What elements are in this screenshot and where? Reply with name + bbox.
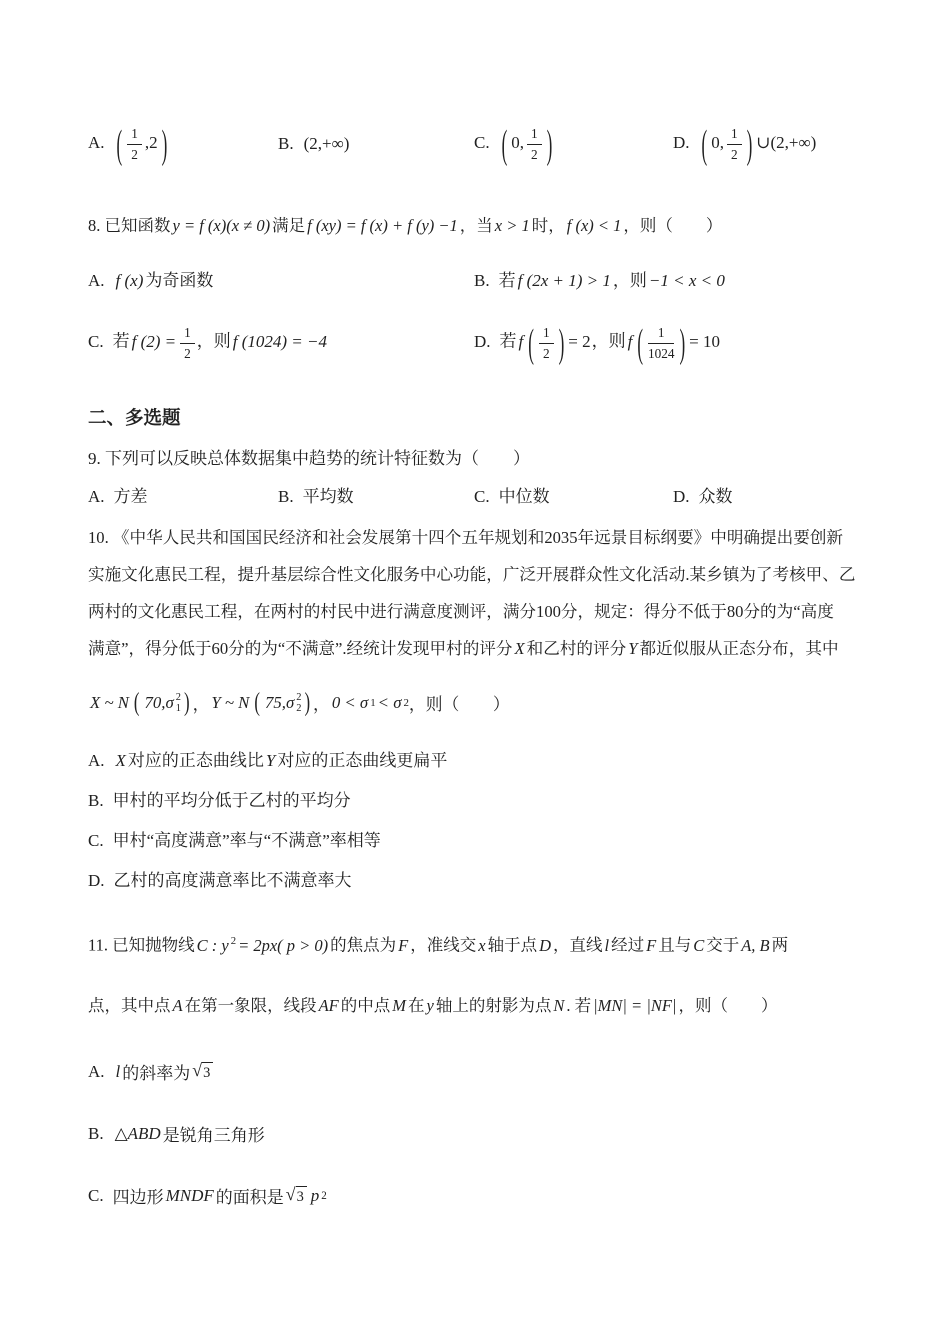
subscript: 2 — [403, 697, 409, 709]
big-paren-close: ) — [546, 121, 553, 167]
stem-line: 两村的文化惠民工程，在两村的村民中进行满意度测评，满分100分，规定：得分不低于80分的为“高度 — [88, 602, 834, 621]
subscript: 1 — [370, 697, 376, 709]
math-fragment: F — [646, 935, 657, 955]
option-text: ，则 — [196, 331, 231, 351]
math-fragment: A, B — [741, 935, 770, 955]
paren-close: ) — [183, 686, 190, 717]
stem-line: 实施文化惠民工程，提升基层综合性文化服务中心功能，广泛开展群众性文化活动.某乡镇为了考核甲、乙 — [88, 565, 856, 584]
question-8-options-ab — [88, 254, 862, 302]
math-fragment: C : y — [196, 935, 229, 955]
option-label: A. — [88, 270, 105, 290]
math-fragment: −1 < x < 0 — [648, 270, 725, 290]
option-9-d — [673, 482, 862, 507]
radical-sign: √ — [285, 1183, 296, 1204]
option-label: B. — [88, 1123, 104, 1143]
math-fragment: M — [392, 995, 407, 1015]
big-paren-close: ) — [161, 121, 168, 167]
option-8-a — [88, 266, 474, 291]
option-label: D. — [474, 331, 491, 351]
math-fragment: ,2 — [144, 132, 158, 152]
math-fragment: = 10 — [689, 331, 720, 351]
fraction-numerator: 1 — [527, 126, 542, 144]
question-10-options — [88, 741, 862, 901]
math-fragment: f — [518, 331, 524, 351]
option-label: D. — [673, 132, 690, 152]
fraction-numerator: 1 — [180, 325, 195, 343]
math-fragment: f (1024) = −4 — [232, 331, 327, 351]
stem-text: 满意”，得分低于60分的为“不满意”.经统计发现甲村的评分 — [88, 639, 513, 658]
option-10-a — [88, 741, 862, 781]
stem-text: 轴于点 — [487, 935, 538, 955]
stem-text: 11. 已知抛物线 — [88, 935, 195, 955]
option-label: B. — [474, 270, 490, 290]
stem-line — [88, 911, 862, 976]
option-text: 若 — [498, 270, 516, 290]
math-fragment: Y — [265, 751, 276, 770]
math-fragment: |MN| = |NF| — [593, 995, 677, 1015]
fraction — [180, 325, 195, 361]
separator: ， — [192, 695, 210, 714]
stem-text: 在第一象限，线段 — [184, 995, 317, 1015]
math-fragment: l — [115, 1061, 121, 1081]
question-11-stem — [88, 911, 862, 1036]
section-2-title: 二、多选题 — [88, 409, 181, 429]
option-11-b — [88, 1112, 862, 1156]
math-fragment: x — [478, 935, 486, 955]
big-paren-open: ( — [501, 121, 508, 167]
stem-text: ，准线交 — [410, 935, 477, 955]
math-fragment: X — [115, 751, 126, 770]
separator: ， — [313, 695, 330, 714]
paren-open: ( — [254, 686, 260, 717]
fraction — [727, 126, 742, 162]
math-fragment: 0, — [511, 132, 525, 152]
math-fragment: 0 < σ — [331, 693, 369, 712]
fraction-numerator: 1 — [127, 126, 142, 144]
big-paren-open: ( — [637, 320, 643, 366]
radical-sign: √ — [192, 1059, 203, 1080]
option-label: C. — [88, 831, 104, 850]
option-text: ，则 — [591, 331, 626, 351]
math-fragment: 70,σ — [144, 693, 174, 712]
option-7-d — [673, 121, 862, 167]
stem-text: . 若 — [566, 995, 592, 1015]
stem-line: 10. 《中华人民共和国国民经济和社会发展第十四个五年规划和2035年远景目标纲要》中明确提出要创新 — [88, 528, 844, 547]
square-root — [285, 1183, 307, 1206]
math-fragment: C — [693, 935, 705, 955]
big-paren-open: ( — [701, 121, 708, 167]
stem-text: 都近似服从正态分布，其中 — [639, 639, 839, 658]
option-8-b — [474, 266, 862, 291]
math-fragment: x > 1 — [494, 216, 530, 235]
question-8-stem — [88, 212, 862, 236]
option-label: C. — [88, 1185, 104, 1205]
stem-text: 在 — [408, 995, 425, 1015]
fraction-numerator: 1 — [727, 126, 742, 144]
math-fragment: ∪(2,+∞) — [756, 132, 817, 152]
stem-text: 满足 — [272, 216, 306, 235]
option-text: 众数 — [698, 486, 733, 506]
option-10-c — [88, 821, 862, 861]
math-fragment: f (xy) = f (x) + f (y) −1 — [307, 216, 458, 235]
fraction — [648, 325, 675, 361]
option-text: 若 — [112, 331, 130, 351]
math-fragment: f (x) — [115, 270, 144, 290]
stem-text: ，则（ ） — [408, 695, 510, 714]
radicand: 3 — [296, 1186, 307, 1206]
question-10-formula — [88, 677, 862, 729]
question-8-options-cd — [88, 308, 862, 378]
option-label: C. — [88, 331, 104, 351]
square-root — [192, 1059, 213, 1082]
math-fragment: N — [553, 995, 565, 1015]
big-paren-close: ) — [746, 121, 753, 167]
question-10-stem — [88, 519, 862, 667]
option-8-c — [88, 325, 474, 361]
fraction-numerator: 1 — [539, 325, 554, 343]
option-label: A. — [88, 486, 105, 506]
option-label: A. — [88, 1061, 105, 1081]
math-fragment: F — [398, 935, 409, 955]
stem-text: 经过 — [611, 935, 645, 955]
superscript: 2 — [321, 1189, 327, 1202]
superscript: 2 — [230, 935, 237, 947]
subscript: 1 — [175, 703, 181, 714]
math-fragment: p — [310, 1185, 320, 1205]
sigma-sub-sup — [176, 692, 181, 715]
math-fragment: < σ — [377, 693, 402, 712]
option-8-d — [474, 320, 862, 366]
option-label: B. — [278, 486, 294, 506]
math-fragment: = 2px( p > 0) — [238, 935, 329, 955]
big-paren-open: ( — [116, 121, 123, 167]
math-fragment: AF — [318, 995, 339, 1015]
math-fragment: △ABD — [114, 1123, 161, 1143]
math-fragment: = 2 — [568, 331, 591, 351]
option-text: 甲村的平均分低于乙村的平均分 — [112, 791, 351, 810]
option-label: C. — [474, 132, 490, 152]
option-label: D. — [88, 871, 105, 890]
subscript: 2 — [296, 703, 302, 714]
math-fragment: Y ~ N — [211, 693, 250, 712]
option-text: ，则 — [612, 270, 647, 290]
option-label: C. — [474, 486, 490, 506]
stem-line — [88, 630, 862, 667]
option-9-b — [278, 482, 474, 507]
option-text: 乙村的高度满意率比不满意率大 — [113, 871, 352, 890]
math-fragment: f — [627, 331, 633, 351]
option-7-b — [278, 134, 474, 154]
option-label: A. — [88, 751, 105, 770]
stem-text: 且与 — [658, 935, 692, 955]
superscript: 2 — [175, 691, 181, 703]
stem-text: ，则（ ） — [678, 995, 778, 1015]
option-text: 四边形 — [112, 1188, 164, 1207]
big-paren-close: ) — [679, 320, 686, 366]
fraction-denominator: 2 — [730, 146, 738, 162]
option-text: 若 — [499, 331, 517, 351]
math-fragment: X ~ N — [90, 693, 129, 712]
stem-text: ，则（ ） — [623, 216, 723, 235]
stem-text: 的中点 — [340, 995, 391, 1015]
math-fragment: y — [426, 995, 434, 1015]
stem-text: 轴上的射影为点 — [435, 995, 552, 1015]
math-fragment: l — [604, 935, 610, 955]
stem-text: 8. 已知函数 — [88, 216, 171, 235]
math-fragment: Y — [628, 639, 638, 658]
paren-close: ) — [304, 686, 311, 717]
math-fragment: y = f (x)(x ≠ 0) — [172, 216, 271, 235]
option-10-b — [88, 781, 862, 821]
fraction-denominator: 2 — [131, 146, 138, 162]
stem-text: 交于 — [706, 935, 740, 955]
math-fragment: f (x) < 1 — [566, 216, 622, 235]
stem-text: ，当 — [459, 216, 493, 235]
fraction — [527, 126, 542, 162]
math-fragment: 0, — [711, 132, 724, 152]
math-fragment: (2,+∞) — [303, 134, 350, 153]
fraction-denominator: 2 — [184, 345, 191, 361]
fraction-denominator: 2 — [542, 345, 550, 361]
option-text: 对应的正态曲线比 — [127, 751, 264, 770]
option-label: B. — [88, 791, 104, 810]
big-paren-open: ( — [528, 320, 534, 366]
stem-text: 点，其中点 — [88, 995, 171, 1015]
option-text: 甲村“高度满意”率与“不满意”率相等 — [112, 831, 381, 850]
option-text: 为奇函数 — [145, 270, 214, 290]
math-fragment: D — [539, 935, 552, 955]
big-paren-close: ) — [558, 320, 565, 366]
option-11-a — [88, 1050, 862, 1094]
fraction-denominator: 2 — [531, 146, 538, 162]
math-fragment: f (2) = — [131, 331, 177, 351]
option-10-d — [88, 861, 862, 901]
option-9-c — [474, 482, 673, 507]
paren-open: ( — [133, 686, 140, 717]
math-fragment: A — [172, 995, 183, 1015]
fraction — [127, 126, 142, 162]
math-fragment: f (2x + 1) > 1 — [517, 270, 611, 290]
question-9-options — [88, 481, 862, 507]
math-fragment: MNDF — [165, 1185, 214, 1205]
option-11-c — [88, 1174, 862, 1218]
option-text: 平均数 — [302, 486, 354, 506]
option-text: 是锐角三角形 — [162, 1126, 265, 1145]
option-text: 中位数 — [498, 486, 550, 506]
option-9-a — [88, 482, 278, 507]
option-text: 的斜率为 — [122, 1064, 191, 1083]
question-9-stem: 9. 下列可以反映总体数据集中趋势的统计特征数为（ ） — [88, 449, 530, 468]
option-7-a — [88, 121, 278, 167]
superscript: 2 — [296, 691, 302, 703]
option-text: 方差 — [113, 486, 148, 506]
math-fragment: 75,σ — [264, 693, 295, 712]
stem-text: ，直线 — [553, 935, 603, 955]
option-text: 对应的正态曲线更扁平 — [277, 751, 448, 770]
stem-text: 的焦点为 — [330, 935, 397, 955]
sigma-sub-sup — [296, 692, 301, 715]
fraction-denominator: 1024 — [647, 345, 675, 361]
option-label: D. — [673, 486, 690, 506]
option-label: A. — [88, 132, 105, 152]
fraction — [539, 325, 554, 361]
option-7-c — [474, 121, 673, 167]
option-label: B. — [278, 134, 294, 153]
stem-text: 两 — [771, 935, 789, 955]
option-text: 的面积是 — [215, 1188, 284, 1207]
radicand: 3 — [202, 1062, 213, 1082]
stem-text: 和乙村的评分 — [526, 639, 627, 658]
fraction-numerator: 1 — [648, 325, 675, 343]
stem-line — [88, 976, 862, 1036]
stem-text: 时， — [531, 216, 565, 235]
math-fragment: X — [514, 639, 525, 658]
question-7-options — [88, 100, 862, 188]
